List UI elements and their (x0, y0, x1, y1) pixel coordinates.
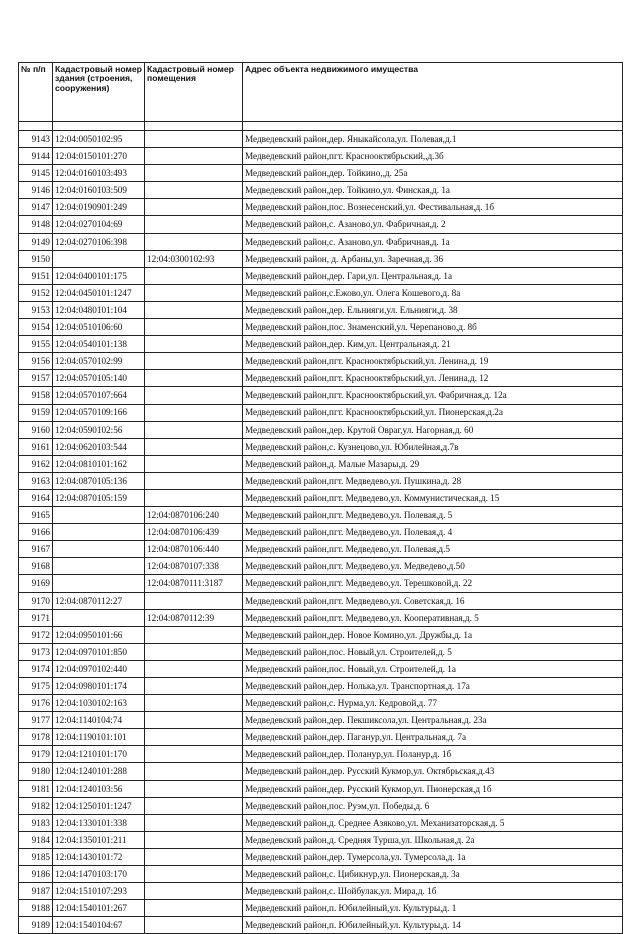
table-row (19, 165, 623, 182)
table-row (19, 712, 623, 729)
room-cadastral-cell (145, 438, 243, 455)
building-cadastral-cell: 12:04:0540101:138 (53, 336, 145, 353)
row-number: 9167 (19, 541, 53, 558)
row-number: 9186 (19, 866, 53, 883)
room-cadastral-cell: 12:04:0870106:439 (145, 524, 243, 541)
building-cadastral-cell: 12:04:0570109:166 (53, 404, 145, 421)
row-number: 9169 (19, 575, 53, 592)
address-cell: Медведевский район,пос. Вознесенский,ул. Фестивальная,д. 1б (243, 199, 623, 216)
row-number: 9157 (19, 370, 53, 387)
table-row (19, 643, 623, 660)
table-row (19, 336, 623, 353)
address-cell: Медведевский район,дер. Пекшиксола,ул. Центральная,д. 23а (243, 712, 623, 729)
header-address: Адрес объекта недвижимого имущества (243, 63, 623, 122)
room-cadastral-cell (145, 489, 243, 506)
address-cell: Медведевский район,с.Ежово,ул. Олега Кошевого,д. 8а (243, 284, 623, 301)
table-row (19, 404, 623, 421)
address-cell: Медведевский район,дер. Ельнияги,ул. Ельнияги,д. 38 (243, 301, 623, 318)
row-number: 9176 (19, 695, 53, 712)
address-cell: Медведевский район,с. Кузнецово,ул. Юбилейная,д.7в (243, 438, 623, 455)
address-cell: Медведевский район,дер. Тумерсола,ул. Тумерсола,д. 1а (243, 848, 623, 865)
row-number: 9183 (19, 814, 53, 831)
address-cell: Медведевский район,дер. Гари,ул. Центральная,д. 1а (243, 267, 623, 284)
building-cadastral-cell: 12:04:0590102:56 (53, 421, 145, 438)
building-cadastral-cell: 12:04:0480101:104 (53, 301, 145, 318)
room-cadastral-cell: 12:04:0870112:39 (145, 609, 243, 626)
room-cadastral-cell: 12:04:0870111:3187 (145, 575, 243, 592)
row-number: 9155 (19, 336, 53, 353)
row-number: 9170 (19, 592, 53, 609)
building-cadastral-cell: 12:04:1140104:74 (53, 712, 145, 729)
building-cadastral-cell: 12:04:0870105:136 (53, 472, 145, 489)
room-cadastral-cell (145, 900, 243, 917)
row-number: 9158 (19, 387, 53, 404)
building-cadastral-cell (53, 507, 145, 524)
row-number: 9177 (19, 712, 53, 729)
building-cadastral-cell: 12:04:0570105:140 (53, 370, 145, 387)
table-row (19, 387, 623, 404)
row-number: 9184 (19, 831, 53, 848)
room-cadastral-cell (145, 165, 243, 182)
row-number: 9185 (19, 848, 53, 865)
building-cadastral-cell: 12:04:1190101:101 (53, 729, 145, 746)
address-cell: Медведевский район,с. Азаново,ул. Фабричная,д. 1а (243, 233, 623, 250)
room-cadastral-cell (145, 216, 243, 233)
address-cell: Медведевский район,пгт. Медведево,ул. Медведево,д.50 (243, 558, 623, 575)
building-cadastral-cell (53, 541, 145, 558)
table-row (19, 216, 623, 233)
building-cadastral-cell: 12:04:0620103:544 (53, 438, 145, 455)
row-number: 9179 (19, 746, 53, 763)
table-row (19, 182, 623, 199)
address-cell: Медведевский район,дер. Тойкино,ул. Финская,д. 1а (243, 182, 623, 199)
row-number: 9175 (19, 678, 53, 695)
row-number: 9143 (19, 131, 53, 148)
address-cell: Медведевский район,дер. Тойкино,,д. 25а (243, 165, 623, 182)
table-row (19, 507, 623, 524)
spacer-cell (243, 122, 623, 131)
building-cadastral-cell: 12:04:1470103:170 (53, 866, 145, 883)
row-number: 9168 (19, 558, 53, 575)
table-row (19, 575, 623, 592)
row-number: 9151 (19, 267, 53, 284)
room-cadastral-cell (145, 233, 243, 250)
room-cadastral-cell: 12:04:0870106:440 (145, 541, 243, 558)
address-cell: Медведевский район,дер. Яныкайсола,ул. Полевая,д.1 (243, 131, 623, 148)
spacer-cell (53, 122, 145, 131)
address-cell: Медведевский район,пос. Знаменский,ул. Черепаново,д. 8б (243, 319, 623, 336)
address-cell: Медведевский район,дер. Новое Комино,ул. Дружбы,д. 1а (243, 626, 623, 643)
header-building-cadastral: Кадастровый номер здания (строения, сооружения) (53, 63, 145, 122)
table-row (19, 780, 623, 797)
building-cadastral-cell: 12:04:0160103:509 (53, 182, 145, 199)
building-cadastral-cell: 12:04:0870112:27 (53, 592, 145, 609)
address-cell: Медведевский район,с. Шойбулак,ул. Мира,д. 1б (243, 883, 623, 900)
address-cell: Медведевский район,п. Юбилейный,ул. Культуры,д. 1 (243, 900, 623, 917)
address-cell: Медведевский район,пгт. Краснооктябрьский,ул. Фабричная,д. 12а (243, 387, 623, 404)
address-cell: Медведевский район,с. Цибикнур,ул. Пионерская,д. 3а (243, 866, 623, 883)
spacer-cell (19, 122, 53, 131)
building-cadastral-cell: 12:04:0870105:159 (53, 489, 145, 506)
address-cell: Медведевский район,пгт. Медведево,ул. Терешковой,д. 22 (243, 575, 623, 592)
building-cadastral-cell: 12:04:1250101:1247 (53, 797, 145, 814)
table-row (19, 848, 623, 865)
room-cadastral-cell (145, 626, 243, 643)
table-row (19, 558, 623, 575)
row-number: 9147 (19, 199, 53, 216)
table-row (19, 284, 623, 301)
table-row (19, 695, 623, 712)
room-cadastral-cell (145, 370, 243, 387)
room-cadastral-cell (145, 455, 243, 472)
address-cell: Медведевский район,пгт. Краснооктябрьский,ул. Ленина,д. 19 (243, 353, 623, 370)
table-row (19, 866, 623, 883)
table-row (19, 319, 623, 336)
building-cadastral-cell: 12:04:0570107:664 (53, 387, 145, 404)
table-row (19, 370, 623, 387)
building-cadastral-cell: 12:04:0980101:174 (53, 678, 145, 695)
row-number: 9172 (19, 626, 53, 643)
row-number: 9156 (19, 353, 53, 370)
building-cadastral-cell: 12:04:1540101:267 (53, 900, 145, 917)
table-row (19, 353, 623, 370)
table-row (19, 455, 623, 472)
table-row (19, 797, 623, 814)
row-number: 9189 (19, 917, 53, 934)
room-cadastral-cell (145, 848, 243, 865)
building-cadastral-cell: 12:04:0190901:249 (53, 199, 145, 216)
room-cadastral-cell (145, 814, 243, 831)
table-row (19, 678, 623, 695)
address-cell: Медведевский район,пгт. Краснооктябрьский,ул. Пионерская,д.2а (243, 404, 623, 421)
building-cadastral-cell: 12:04:1350101:211 (53, 831, 145, 848)
room-cadastral-cell (145, 729, 243, 746)
room-cadastral-cell (145, 404, 243, 421)
table-row (19, 267, 623, 284)
building-cadastral-cell: 12:04:0160103:493 (53, 165, 145, 182)
table-row (19, 917, 623, 934)
table-row (19, 438, 623, 455)
building-cadastral-cell (53, 524, 145, 541)
address-cell: Медведевский район, д. Арбаны,ул. Заречная,д. 36 (243, 250, 623, 267)
room-cadastral-cell (145, 678, 243, 695)
row-number: 9150 (19, 250, 53, 267)
table-row (19, 233, 623, 250)
address-cell: Медведевский район,пгт. Медведево,ул. Пушкина,д. 28 (243, 472, 623, 489)
address-cell: Медведевский район,пос. Новый,ул. Строителей,д. 5 (243, 643, 623, 660)
header-room-cadastral: Кадастровый номер помещения (145, 63, 243, 122)
row-number: 9181 (19, 780, 53, 797)
table-row (19, 592, 623, 609)
address-cell: Медведевский район,дер. Русский Кукмор,ул. Пионерская,д 1б (243, 780, 623, 797)
room-cadastral-cell (145, 643, 243, 660)
row-number: 9154 (19, 319, 53, 336)
table-row (19, 301, 623, 318)
room-cadastral-cell (145, 780, 243, 797)
table-row (19, 831, 623, 848)
room-cadastral-cell (145, 917, 243, 934)
row-number: 9180 (19, 763, 53, 780)
room-cadastral-cell (145, 866, 243, 883)
room-cadastral-cell (145, 660, 243, 677)
table-row (19, 250, 623, 267)
address-cell: Медведевский район,дер. Русский Кукмор,ул. Октябрьская,д.43 (243, 763, 623, 780)
room-cadastral-cell (145, 182, 243, 199)
address-cell: Медведевский район,дер. Крутой Овраг,ул. Нагорная,д. 60 (243, 421, 623, 438)
room-cadastral-cell (145, 712, 243, 729)
room-cadastral-cell (145, 695, 243, 712)
building-cadastral-cell: 12:04:0270104:69 (53, 216, 145, 233)
building-cadastral-cell (53, 575, 145, 592)
building-cadastral-cell: 12:04:1030102:163 (53, 695, 145, 712)
table-row (19, 524, 623, 541)
table-row (19, 814, 623, 831)
address-cell: Медведевский район,пгт. Краснооктябрьский,ул. Ленина,д. 12 (243, 370, 623, 387)
building-cadastral-cell: 12:04:0970101:850 (53, 643, 145, 660)
address-cell: Медведевский район,пгт. Медведево,ул. Полевая,д. 4 (243, 524, 623, 541)
room-cadastral-cell: 12:04:0300102:93 (145, 250, 243, 267)
table-row (19, 472, 623, 489)
room-cadastral-cell (145, 763, 243, 780)
room-cadastral-cell: 12:04:0870106:240 (145, 507, 243, 524)
room-cadastral-cell (145, 592, 243, 609)
row-number: 9148 (19, 216, 53, 233)
table-row (19, 199, 623, 216)
building-cadastral-cell: 12:04:0570102:99 (53, 353, 145, 370)
room-cadastral-cell (145, 199, 243, 216)
row-number: 9174 (19, 660, 53, 677)
row-number: 9144 (19, 148, 53, 165)
row-number: 9187 (19, 883, 53, 900)
address-cell: Медведевский район,с. Азаново,ул. Фабричная,д. 2 (243, 216, 623, 233)
building-cadastral-cell: 12:04:1510107:293 (53, 883, 145, 900)
table-body (19, 122, 623, 934)
room-cadastral-cell (145, 421, 243, 438)
room-cadastral-cell (145, 284, 243, 301)
row-number: 9178 (19, 729, 53, 746)
table-row (19, 883, 623, 900)
building-cadastral-cell: 12:04:0270106:398 (53, 233, 145, 250)
table-row (19, 131, 623, 148)
address-cell: Медведевский район,пгт. Краснооктябрьский,,д.3б (243, 148, 623, 165)
room-cadastral-cell (145, 336, 243, 353)
address-cell: Медведевский район,дер. Поланур,ул. Поланур,д. 1б (243, 746, 623, 763)
building-cadastral-cell: 12:04:0970102:440 (53, 660, 145, 677)
building-cadastral-cell: 12:04:1240103:56 (53, 780, 145, 797)
address-cell: Медведевский район,пгт. Медведево,ул. Советская,д. 16 (243, 592, 623, 609)
spacer-cell (145, 122, 243, 131)
row-number: 9162 (19, 455, 53, 472)
building-cadastral-cell: 12:04:0810101:162 (53, 455, 145, 472)
room-cadastral-cell (145, 301, 243, 318)
building-cadastral-cell: 12:04:1240101:288 (53, 763, 145, 780)
room-cadastral-cell (145, 319, 243, 336)
address-cell: Медведевский район,д. Средняя Турша,ул. Школьная,д. 2а (243, 831, 623, 848)
room-cadastral-cell: 12:04:0870107:338 (145, 558, 243, 575)
room-cadastral-cell (145, 883, 243, 900)
row-number: 9149 (19, 233, 53, 250)
building-cadastral-cell (53, 558, 145, 575)
table-row (19, 900, 623, 917)
address-cell: Медведевский район,с. Нурма,ул. Кедровой,д. 77 (243, 695, 623, 712)
room-cadastral-cell (145, 353, 243, 370)
row-number: 9166 (19, 524, 53, 541)
address-cell: Медведевский район,дер. Нолька,ул. Транспортная,д. 17а (243, 678, 623, 695)
building-cadastral-cell: 12:04:1540104:67 (53, 917, 145, 934)
table-row (19, 763, 623, 780)
address-cell: Медведевский район,пгт. Медведево,ул. Полевая,д.5 (243, 541, 623, 558)
table-header-row (19, 63, 623, 122)
row-number: 9182 (19, 797, 53, 814)
building-cadastral-cell: 12:04:0950101:66 (53, 626, 145, 643)
table-row (19, 541, 623, 558)
spacer-row (19, 122, 623, 131)
building-cadastral-cell: 12:04:1430101:72 (53, 848, 145, 865)
row-number: 9160 (19, 421, 53, 438)
building-cadastral-cell: 12:04:1330101:338 (53, 814, 145, 831)
address-cell: Медведевский район,дер. Ким,ул. Центральная,д. 21 (243, 336, 623, 353)
table-row (19, 148, 623, 165)
address-cell: Медведевский район,пос. Новый,ул. Строителей,д. 1а (243, 660, 623, 677)
table-row (19, 609, 623, 626)
row-number: 9163 (19, 472, 53, 489)
row-number: 9188 (19, 900, 53, 917)
row-number: 9164 (19, 489, 53, 506)
row-number: 9161 (19, 438, 53, 455)
table-row (19, 660, 623, 677)
table-row (19, 421, 623, 438)
row-number: 9165 (19, 507, 53, 524)
room-cadastral-cell (145, 267, 243, 284)
building-cadastral-cell (53, 250, 145, 267)
property-registry-table (18, 62, 623, 934)
building-cadastral-cell: 12:04:0400101:175 (53, 267, 145, 284)
room-cadastral-cell (145, 131, 243, 148)
building-cadastral-cell: 12:04:1210101:170 (53, 746, 145, 763)
row-number: 9173 (19, 643, 53, 660)
address-cell: Медведевский район,д. Малые Мазары,д. 29 (243, 455, 623, 472)
row-number: 9145 (19, 165, 53, 182)
building-cadastral-cell: 12:04:0150101:270 (53, 148, 145, 165)
address-cell: Медведевский район,д. Среднее Азяково,ул. Механизаторская,д. 5 (243, 814, 623, 831)
building-cadastral-cell: 12:04:0050102:95 (53, 131, 145, 148)
row-number: 9152 (19, 284, 53, 301)
room-cadastral-cell (145, 831, 243, 848)
address-cell: Медведевский район,пгт. Медведево,ул. Коммунистическая,д. 15 (243, 489, 623, 506)
address-cell: Медведевский район,пгт. Медведево,ул. Полевая,д. 5 (243, 507, 623, 524)
row-number: 9146 (19, 182, 53, 199)
address-cell: Медведевский район,дер. Паганур,ул. Центральная,д. 7а (243, 729, 623, 746)
row-number: 9159 (19, 404, 53, 421)
room-cadastral-cell (145, 472, 243, 489)
table-row (19, 746, 623, 763)
room-cadastral-cell (145, 387, 243, 404)
address-cell: Медведевский район,пос. Руэм,ул. Победы,д. 6 (243, 797, 623, 814)
building-cadastral-cell: 12:04:0450101:1247 (53, 284, 145, 301)
building-cadastral-cell: 12:04:0510106:60 (53, 319, 145, 336)
row-number: 9171 (19, 609, 53, 626)
address-cell: Медведевский район,п. Юбилейный,ул. Культуры,д. 14 (243, 917, 623, 934)
table-row (19, 626, 623, 643)
table-row (19, 489, 623, 506)
row-number: 9153 (19, 301, 53, 318)
building-cadastral-cell (53, 609, 145, 626)
header-number: № п/п (19, 63, 53, 122)
room-cadastral-cell (145, 797, 243, 814)
room-cadastral-cell (145, 148, 243, 165)
table-row (19, 729, 623, 746)
room-cadastral-cell (145, 746, 243, 763)
address-cell: Медведевский район,пгт. Медведево,ул. Кооперативная,д. 5 (243, 609, 623, 626)
